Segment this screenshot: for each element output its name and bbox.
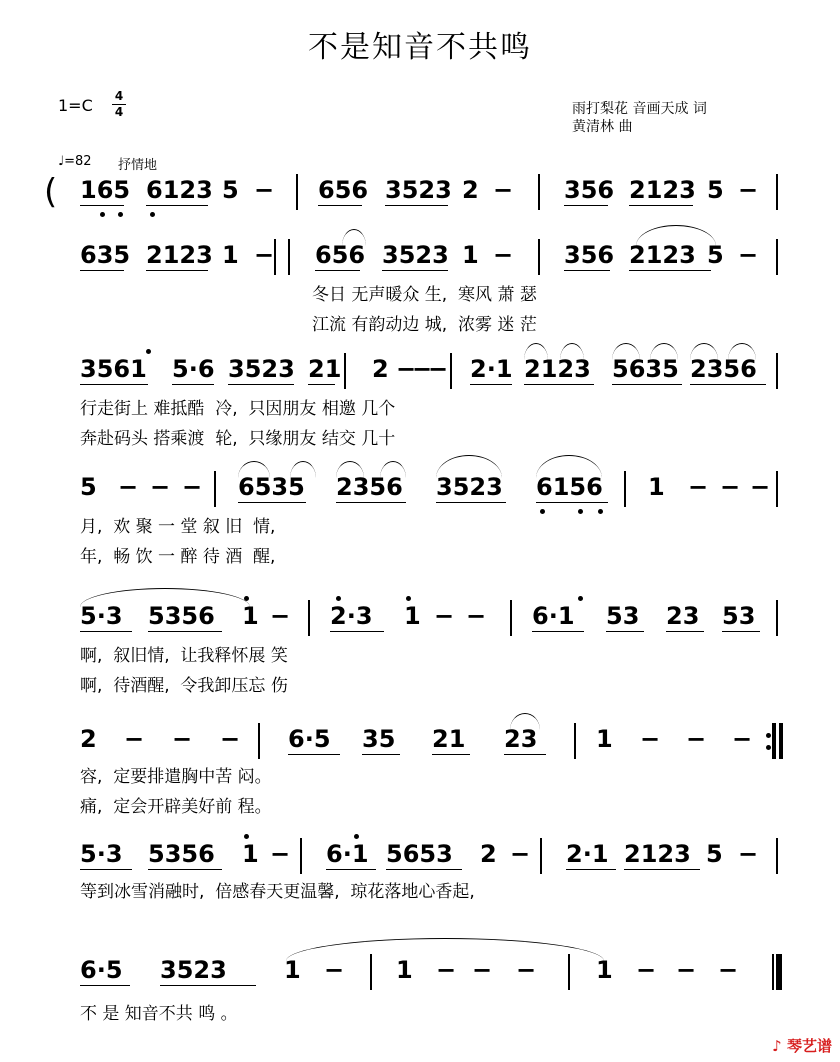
beam-underline (624, 869, 700, 870)
song-title: 不是知音不共鸣 (308, 30, 532, 65)
beam-underline (470, 384, 512, 385)
score-line (0, 842, 840, 932)
score-line (0, 357, 840, 447)
note-group: − (738, 840, 759, 868)
note-group: − (396, 355, 417, 383)
beam-underline (504, 754, 546, 755)
beam-underline (326, 869, 376, 870)
score-line (0, 475, 840, 565)
note-group: 3561 (80, 355, 147, 383)
bar-line (510, 600, 512, 636)
beam-underline (148, 631, 222, 632)
key-signature: 1=C (58, 96, 93, 115)
note-group: − (493, 176, 514, 204)
note-group: − (428, 355, 449, 383)
beam-underline (80, 869, 132, 870)
bar-line-thick (779, 723, 783, 759)
note-group: 6·5 (80, 956, 123, 984)
note-group: 5·6 (172, 355, 215, 383)
beam-underline (436, 502, 506, 503)
note-group: 1 (596, 956, 613, 984)
watermark-text: 琴艺谱 (786, 1037, 832, 1055)
note-group: 5 (80, 473, 97, 501)
note-group: 2123 (629, 176, 696, 204)
beam-underline (666, 631, 704, 632)
beam-underline (386, 869, 462, 870)
note-group: 5635 (612, 355, 679, 383)
note-group: − (640, 725, 661, 753)
note-group: 2356 (336, 473, 403, 501)
note-group: 5356 (148, 840, 215, 868)
beam-underline (172, 384, 214, 385)
note-group: − (750, 473, 771, 501)
composer-credit: 黄清林 曲 (572, 119, 633, 135)
note-group: 2·1 (470, 355, 513, 383)
octave-dot (118, 212, 123, 217)
beam-underline (564, 270, 610, 271)
beam-underline (228, 384, 294, 385)
note-group: 2 (80, 725, 97, 753)
bar-line (308, 600, 310, 636)
score-line (0, 727, 840, 817)
slur-arc (524, 343, 548, 360)
bar-line (772, 954, 774, 990)
beam-underline (564, 205, 608, 206)
score-line (0, 604, 840, 694)
beam-underline (80, 985, 130, 986)
note-group: − (270, 602, 291, 630)
note-group: 5·3 (80, 840, 123, 868)
bar-line (624, 471, 626, 507)
note-group: 5·3 (80, 602, 123, 630)
note-group: 2 (480, 840, 497, 868)
slur-arc (238, 461, 270, 478)
beam-underline (524, 384, 594, 385)
beam-underline (80, 631, 132, 632)
bar-line (288, 239, 290, 275)
note-group: 1 (396, 956, 413, 984)
lyrics-verse-2: 痛, 定会开辟美好前 程。 (80, 797, 272, 817)
beam-underline (432, 754, 470, 755)
note-group: 5 (706, 840, 723, 868)
note-group: 6·5 (288, 725, 331, 753)
bar-line (538, 174, 540, 210)
slur-arc (728, 343, 756, 360)
note-group: 635 (80, 241, 131, 269)
bar-line (776, 174, 778, 210)
note-group: − (220, 725, 241, 753)
slur-arc (560, 343, 584, 360)
score-line (0, 243, 840, 333)
note-group: − (510, 840, 531, 868)
beam-underline (612, 384, 682, 385)
beam-underline (80, 384, 148, 385)
beam-underline (315, 270, 360, 271)
bar-line (296, 174, 298, 210)
octave-dot (150, 212, 155, 217)
note-group: − (150, 473, 171, 501)
note-group: 6123 (146, 176, 213, 204)
note-group: 2 (462, 176, 479, 204)
beam-underline (148, 869, 222, 870)
note-group: 5653 (386, 840, 453, 868)
bar-line (776, 239, 778, 275)
note-group: 23 (666, 602, 700, 630)
note-group: 2 (372, 355, 389, 383)
octave-dot (598, 509, 603, 514)
slur-arc (436, 455, 502, 478)
note-group: − (738, 241, 759, 269)
repeat-dot (766, 733, 771, 738)
bar-line-thick (778, 954, 782, 990)
lyrics-verse-1: 不 是 知音不共 鸣 。 (80, 1004, 238, 1024)
note-group: 2123 (624, 840, 691, 868)
note-group: 3523 (160, 956, 227, 984)
beam-underline (160, 985, 256, 986)
note-group: 1 (648, 473, 665, 501)
note-group: 6156 (536, 473, 603, 501)
score-line (0, 958, 840, 1048)
note-group: − (412, 355, 433, 383)
note-group: − (636, 956, 657, 984)
repeat-paren: ( (44, 172, 58, 212)
note-group: − (124, 725, 145, 753)
note-group: 23 (504, 725, 538, 753)
note-group: 53 (606, 602, 640, 630)
lyrics-verse-2: 江流 有韵动边 城, 浓雾 迷 茫 (312, 315, 537, 335)
octave-dot (100, 212, 105, 217)
bar-line (274, 239, 276, 275)
slur-arc (612, 343, 640, 360)
note-group: − (270, 840, 291, 868)
note-group: 2123 (629, 241, 696, 269)
note-group: 6·1 (326, 840, 369, 868)
beam-underline (80, 205, 124, 206)
note-group: − (172, 725, 193, 753)
beam-underline (629, 205, 693, 206)
bar-line (214, 471, 216, 507)
lyricist-credit: 雨打梨花 音画天成 词 (572, 101, 707, 117)
octave-dot (578, 596, 583, 601)
slur-arc (690, 343, 718, 360)
beam-underline (690, 384, 766, 385)
lyrics-verse-2: 奔赴码头 搭乘渡 轮, 只缘朋友 结交 几十 (80, 429, 396, 449)
slur-arc (650, 343, 678, 360)
beam-underline (308, 384, 335, 385)
note-group: − (118, 473, 139, 501)
octave-dot (244, 834, 249, 839)
note-group: 1 (242, 840, 259, 868)
time-signature-bottom: 4 (114, 105, 124, 119)
bar-line (450, 353, 452, 389)
logo-icon: ♪ (772, 1037, 782, 1055)
beam-underline (238, 502, 306, 503)
note-group: 5356 (148, 602, 215, 630)
note-group: − (493, 241, 514, 269)
beam-underline (80, 270, 124, 271)
note-group: 6535 (238, 473, 305, 501)
slur-arc (336, 461, 364, 478)
octave-dot (354, 834, 359, 839)
bar-line (540, 838, 542, 874)
note-group: − (436, 956, 457, 984)
slur-arc (380, 461, 406, 478)
slur-arc (510, 713, 540, 730)
note-group: − (676, 956, 697, 984)
note-group: − (254, 176, 275, 204)
note-group: 1 (222, 241, 239, 269)
lyrics-verse-1: 冬日 无声暖众 生, 寒风 萧 瑟 (312, 285, 537, 305)
note-group: − (688, 473, 709, 501)
note-group: 356 (564, 241, 615, 269)
note-group: 2356 (690, 355, 757, 383)
note-group: − (254, 241, 275, 269)
lyrics-verse-1: 啊, 叙旧情, 让我释怀展 笑 (80, 646, 288, 666)
note-group: 21 (308, 355, 342, 383)
note-group: 5 (707, 241, 724, 269)
tempo-word: 抒情地 (118, 158, 158, 173)
octave-dot (406, 596, 411, 601)
lyrics-verse-1: 月, 欢 聚 一 堂 叙 旧 情, (80, 517, 276, 537)
note-group: 1 (242, 602, 259, 630)
note-group: 656 (318, 176, 369, 204)
beam-underline (385, 205, 448, 206)
note-group: 35 (362, 725, 396, 753)
note-group: − (324, 956, 345, 984)
note-group: 5 (222, 176, 239, 204)
bar-line (776, 838, 778, 874)
note-group: − (466, 602, 487, 630)
octave-dot (540, 509, 545, 514)
note-group: 356 (564, 176, 615, 204)
note-group: 1 (284, 956, 301, 984)
time-signature-top: 4 (114, 89, 124, 103)
beam-underline (336, 502, 406, 503)
time-signature (112, 90, 126, 119)
beam-underline (722, 631, 760, 632)
beam-underline (532, 631, 584, 632)
beam-underline (146, 270, 208, 271)
slur-arc (536, 455, 602, 478)
slur-arc (286, 938, 604, 961)
octave-dot (336, 596, 341, 601)
tempo-mark: ♩=82 (58, 154, 92, 169)
bar-line (776, 353, 778, 389)
note-group: 1 (462, 241, 479, 269)
lyrics-verse-2: 年, 畅 饮 一 醉 待 酒 醒, (80, 547, 276, 567)
octave-dot (578, 509, 583, 514)
note-group: 165 (80, 176, 131, 204)
bar-line (574, 723, 576, 759)
bar-line (776, 600, 778, 636)
note-group: 2·3 (330, 602, 373, 630)
repeat-dot (766, 745, 771, 750)
lyrics-verse-1: 行走街上 难抵酷 冷, 只因朋友 相邀 几个 (80, 399, 396, 419)
watermark-logo (772, 1035, 832, 1056)
bar-line (538, 239, 540, 275)
beam-underline (536, 502, 608, 503)
beam-underline (382, 270, 448, 271)
note-group: − (720, 473, 741, 501)
note-group: 53 (722, 602, 756, 630)
note-group: 1 (404, 602, 421, 630)
note-group: 3523 (436, 473, 503, 501)
note-group: 3523 (382, 241, 449, 269)
note-group: 6·1 (532, 602, 575, 630)
bar-line (774, 723, 776, 759)
beam-underline (288, 754, 340, 755)
note-group: 21 (432, 725, 466, 753)
note-group: − (738, 176, 759, 204)
note-group: − (686, 725, 707, 753)
bar-line (776, 471, 778, 507)
beam-underline (330, 631, 384, 632)
lyrics-verse-2: 啊, 待酒醒, 令我卸压忘 伤 (80, 676, 288, 696)
beam-underline (362, 754, 400, 755)
bar-line (300, 838, 302, 874)
note-group: 1 (596, 725, 613, 753)
octave-dot (146, 349, 151, 354)
note-group: 2123 (524, 355, 591, 383)
lyrics-verse-1: 容, 定要排遣胸中苦 闷。 (80, 767, 272, 787)
slur-arc (290, 461, 316, 478)
beam-underline (606, 631, 644, 632)
note-group: − (718, 956, 739, 984)
note-group: 5 (707, 176, 724, 204)
note-group: 656 (315, 241, 366, 269)
note-group: − (434, 602, 455, 630)
slur-arc (80, 588, 250, 607)
note-group: − (732, 725, 753, 753)
beam-underline (566, 869, 616, 870)
note-group: − (516, 956, 537, 984)
note-group: − (182, 473, 203, 501)
beam-underline (146, 205, 208, 206)
note-group: 3523 (228, 355, 295, 383)
bar-line (258, 723, 260, 759)
note-group: 2·1 (566, 840, 609, 868)
beam-underline (318, 205, 362, 206)
bar-line (344, 353, 346, 389)
note-group: − (472, 956, 493, 984)
note-group: 3523 (385, 176, 452, 204)
beam-underline (629, 270, 711, 271)
lyrics-verse-1: 等到冰雪消融时, 倍感春天更温馨, 琼花落地心香起, (80, 882, 475, 902)
note-group: 2123 (146, 241, 213, 269)
